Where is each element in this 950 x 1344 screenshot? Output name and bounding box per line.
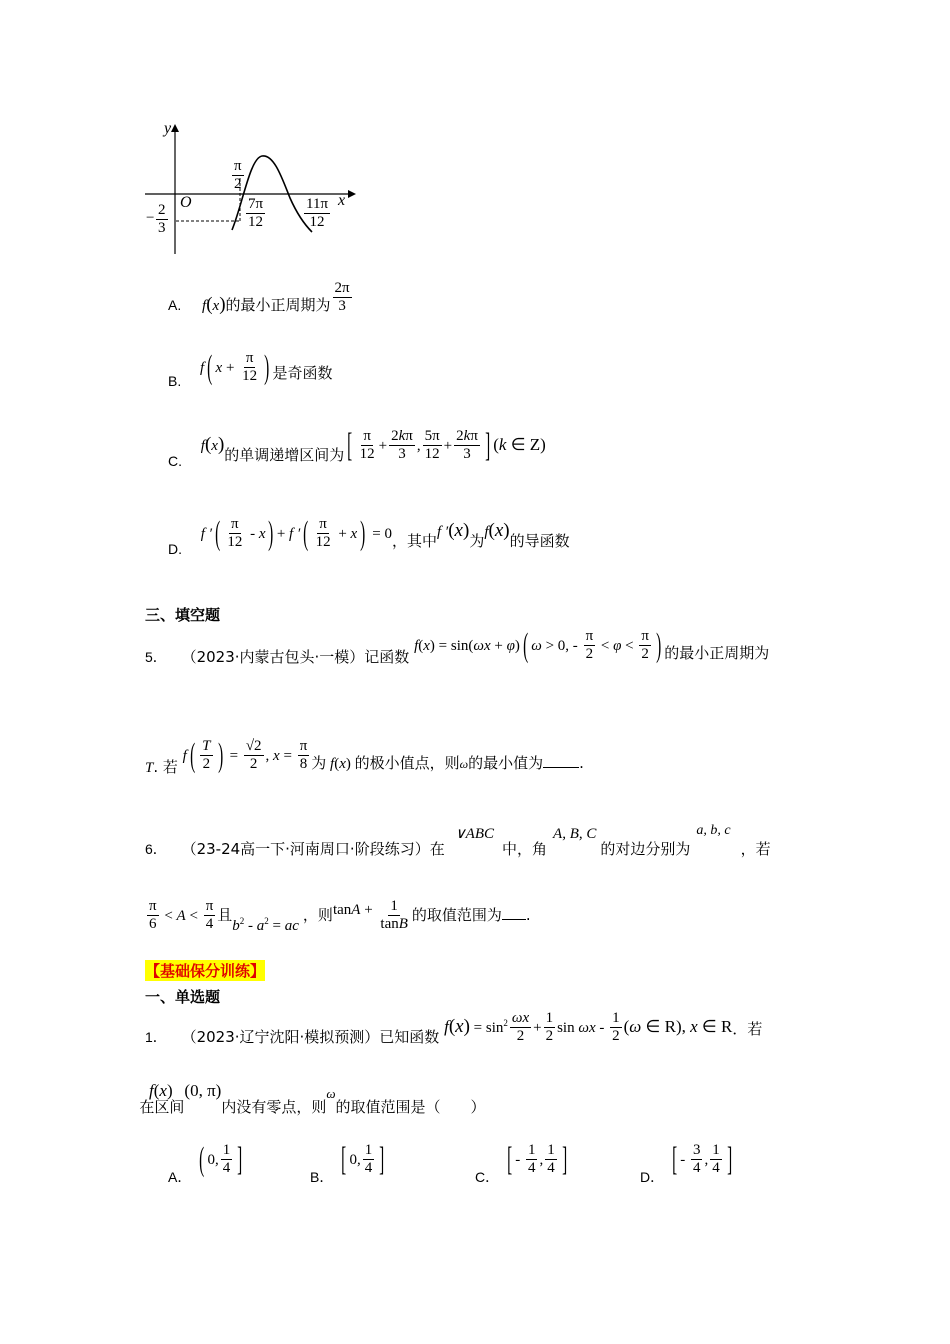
q6-line2: $\frac{\pi}{6}$ < A < $\frac{\pi}{4}$ 且$b^2 - a^2$ = ac，则tanA + $\frac{1}{\tan B}$ 的取值范围为 .: [149, 898, 531, 934]
neg-two-thirds-label: $\frac{2}{3}$: [158, 202, 166, 236]
origin-label: O: [180, 194, 192, 211]
q1-option-c[interactable]: C． [ - $\frac{1}{4}$ , $\frac{1}{4}$ ]: [475, 1140, 567, 1185]
q5-line1: 5． （2023·内蒙古包头·一模）记函数 f(x) = sin(ωx + φ)( ω > 0, - $\frac{\pi}{2}$ < φ < $\frac{\pi}{2}$ ) 的最小正周期为: [145, 626, 770, 666]
q1-option-a[interactable]: A． ( 0, $\frac{1}{4}$ ]: [168, 1140, 243, 1185]
x-axis-arrow: [348, 190, 356, 198]
seven-pi-12-label: $\frac{7\pi}{12}$: [248, 196, 264, 230]
section-1-title: 一、单选题: [145, 988, 221, 1006]
section-3-title: 三、填空题: [145, 606, 221, 624]
q6-answer-blank[interactable]: [502, 905, 526, 920]
q1-option-b[interactable]: B． [ 0, $\frac{1}{4}$ ]: [310, 1140, 385, 1185]
eleven-pi-12-label: $\frac{11\pi}{12}$: [306, 196, 329, 230]
q1-line1: 1． （2023·辽宁沈阳·模拟预测）已知函数 $f(x) = \sin^2$ $\frac{\omega x}{2}$ + $\frac{1}{2}$ sin ωx - $\frac{1}{2}$ (ω ∈ R), x ∈ R．若: [145, 1010, 763, 1046]
q1-option-d[interactable]: D． [ - $\frac{3}{4}$ , $\frac{1}{4}$ ]: [640, 1140, 732, 1185]
q4-option-b: B. f( x + $\frac{\pi}{12}$ ) 是奇函数: [168, 348, 333, 389]
section-badge: 【基础保分训练】: [145, 962, 266, 980]
q5-line2: T. 若 f( $\frac{T}{2}$ ) = $\frac{√2}{2}$ , x = $\frac{\pi}{8}$ 为 f(x) 的极小值点，则$_\omega$的最小值为 .: [145, 736, 584, 776]
graph-svg: [140, 118, 360, 258]
pi-over-2-label: $\frac{\pi}{2}$: [234, 158, 242, 192]
x-axis-label: x: [338, 192, 346, 209]
y-axis-label: y: [164, 120, 172, 137]
neg-sign: −: [146, 210, 155, 226]
function-graph: [140, 118, 360, 258]
y-axis-arrow: [171, 124, 179, 132]
q6-line1: 6． （23-24高一下·河南周口·阶段练习）在∨ABC中，角A, B, C的对边分别为a, b, c，若: [145, 823, 771, 858]
fx: f: [202, 298, 207, 314]
q5-answer-blank[interactable]: [543, 753, 579, 768]
q4-option-a: A. f(x)的最小正周期为 $\frac{2\pi}{3}$: [168, 280, 350, 315]
q4-option-c: C. f(x)的单调递增区间为[ $\frac{\pi}{12}$ + $\frac{2k\pi}{3}$ , $\frac{5\pi}{12}$ + $\frac{2k\pi}{3}$ ] (k ∈ Z): [168, 426, 546, 469]
q4-option-d: D. f ′( $\frac{\pi}{12}$ - x) + f ′( $\frac{\pi}{12}$ + x) = 0，其中f ′(x)为f(x)的导函数: [168, 514, 570, 557]
q1-line2: f(x) 在区间(0, π)内没有零点，则ω的取值范围是（ ）: [139, 1081, 486, 1116]
two-pi-over-3: $\frac{2\pi}{3}$: [334, 280, 350, 314]
